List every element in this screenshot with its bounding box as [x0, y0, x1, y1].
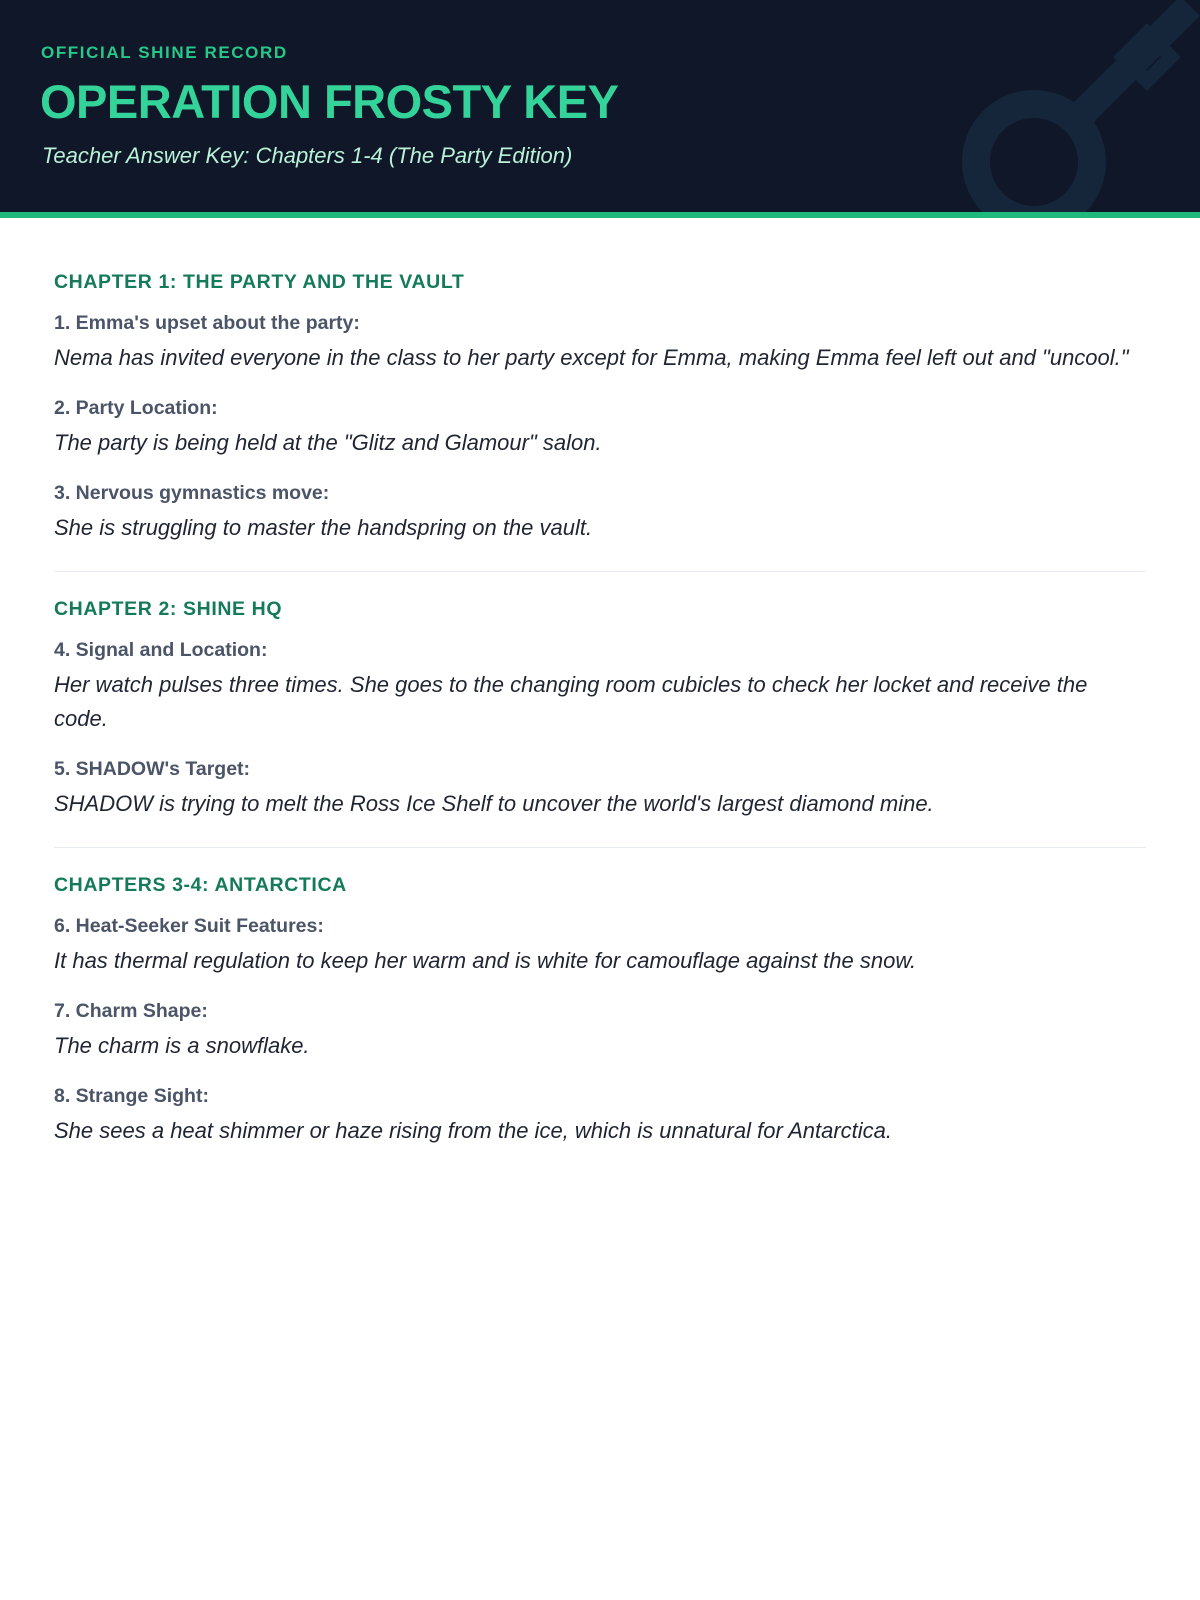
chapter-section: [54, 271, 1146, 571]
chapter-heading: CHAPTER 1: THE PARTY AND THE VAULT: [54, 271, 465, 293]
qa-item: [54, 758, 1146, 821]
answer-text: SHADOW is trying to melt the Ross Ice Shelf to uncover the world's largest diamond mine.: [54, 791, 934, 816]
page-header: [0, 0, 1200, 218]
answer-text: She sees a heat shimmer or haze rising from the ice, which is unnatural for Antarctica.: [54, 1118, 893, 1143]
answer-text: The party is being held at the "Glitz and Glamour" salon.: [54, 430, 602, 455]
qa-item: [54, 1000, 1146, 1063]
qa-item: [54, 312, 1146, 375]
question-label: 2. Party Location:: [54, 397, 218, 419]
qa-item: [54, 1085, 1146, 1148]
answer-text: It has thermal regulation to keep her warm and is white for camouflage against the snow.: [54, 948, 917, 973]
page-title: OPERATION FROSTY KEY: [40, 75, 619, 128]
chapter-heading: CHAPTER 2: SHINE HQ: [54, 598, 283, 620]
question-label: 1. Emma's upset about the party:: [54, 312, 360, 334]
question-label: 3. Nervous gymnastics move:: [54, 482, 330, 504]
answer-content: [0, 218, 1200, 1174]
header-kicker: OFFICIAL SHINE RECORD: [41, 43, 288, 62]
qa-item: [54, 639, 1146, 736]
qa-item: [54, 482, 1146, 545]
chapter-heading: CHAPTERS 3-4: ANTARCTICA: [54, 874, 347, 896]
chapter-section: [54, 571, 1146, 847]
question-label: 6. Heat-Seeker Suit Features:: [54, 915, 324, 937]
answer-text: She is struggling to master the handspring on the vault.: [54, 515, 593, 540]
question-label: 5. SHADOW's Target:: [54, 758, 251, 780]
question-label: 4. Signal and Location:: [54, 639, 268, 661]
qa-item: [54, 397, 1146, 460]
page-subtitle: Teacher Answer Key: Chapters 1-4 (The Party Edition): [42, 143, 573, 168]
key-icon: [900, 0, 1200, 212]
question-label: 8. Strange Sight:: [54, 1085, 209, 1107]
answer-text: The charm is a snowflake.: [54, 1033, 310, 1058]
chapter-section: [54, 847, 1146, 1174]
answer-text: Nema has invited everyone in the class to her party except for Emma, making Emma feel left out and "uncool.": [54, 345, 1129, 370]
question-label: 7. Charm Shape:: [54, 1000, 208, 1022]
answer-text: Her watch pulses three times. She goes to the changing room cubicles to check her locket and receive the code.: [54, 672, 1088, 731]
qa-item: [54, 915, 1146, 978]
